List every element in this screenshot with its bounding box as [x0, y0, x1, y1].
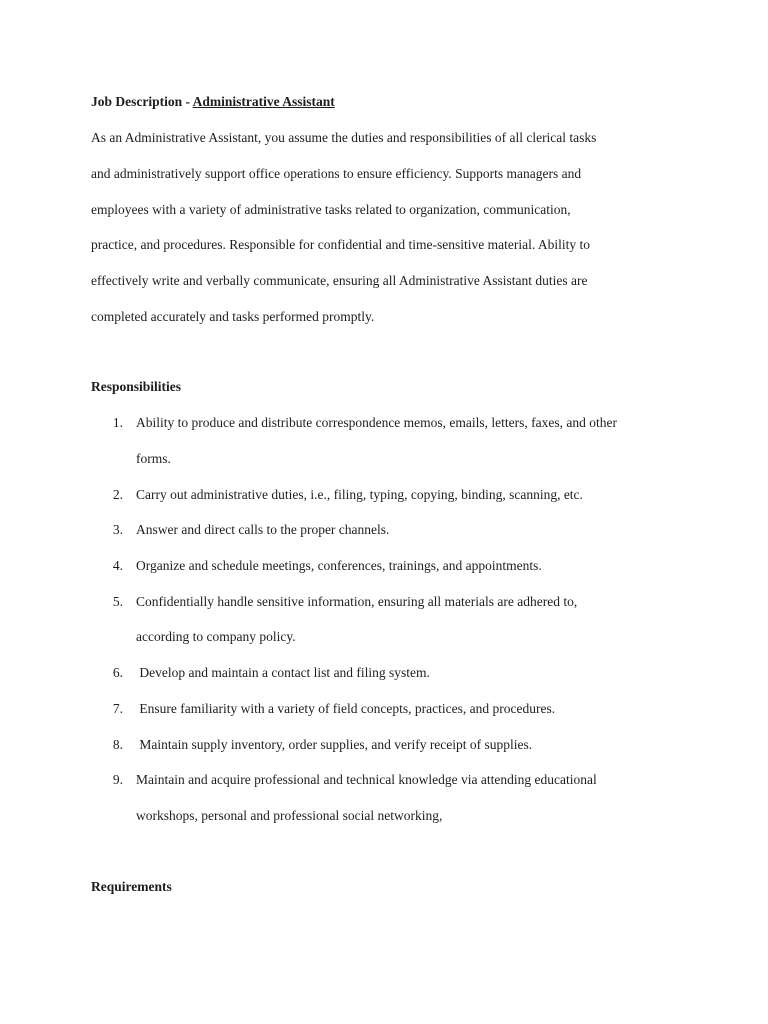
list-number: 5. [112, 594, 123, 609]
list-number: 3. [112, 522, 123, 537]
intro-line: practice, and procedures. Responsible for confidential and time-sensitive material. Ability to [91, 237, 590, 252]
list-item-continuation: workshops, personal and professional social networking, [136, 808, 443, 823]
list-number: 7. [112, 701, 123, 716]
list-item: Answer and direct calls to the proper channels. [136, 522, 390, 537]
intro-line: employees with a variety of administrative tasks related to organization, communication, [91, 202, 571, 217]
list-item: Carry out administrative duties, i.e., filing, typing, copying, binding, scanning, etc. [136, 487, 583, 502]
list-item: Organize and schedule meetings, conferences, trainings, and appointments. [136, 558, 542, 573]
list-item-continuation: forms. [136, 451, 171, 466]
intro-line: As an Administrative Assistant, you assume the duties and responsibilities of all clerical tasks [91, 130, 597, 145]
list-item: Ensure familiarity with a variety of field concepts, practices, and procedures. [136, 701, 556, 716]
title-role: Administrative Assistant [192, 94, 335, 109]
list-item: Maintain supply inventory, order supplies, and verify receipt of supplies. [136, 737, 533, 752]
list-item: Maintain and acquire professional and technical knowledge via attending educational [136, 772, 597, 787]
intro-line: completed accurately and tasks performed promptly. [91, 309, 375, 324]
list-item-continuation: according to company policy. [136, 629, 296, 644]
page-title [91, 94, 335, 110]
list-number: 4. [112, 558, 123, 573]
list-number: 2. [112, 487, 123, 502]
list-item: Confidentially handle sensitive information, ensuring all materials are adhered to, [136, 594, 578, 609]
title-prefix: Job Description - [91, 94, 193, 109]
list-item: Ability to produce and distribute correspondence memos, emails, letters, faxes, and other [136, 415, 617, 430]
list-number: 6. [112, 665, 123, 680]
list-number: 1. [112, 415, 123, 430]
intro-line: effectively write and verbally communicate, ensuring all Administrative Assistant duties are [91, 273, 588, 288]
list-number: 8. [112, 737, 123, 752]
list-item: Develop and maintain a contact list and filing system. [136, 665, 430, 680]
responsibilities-heading: Responsibilities [91, 379, 182, 394]
requirements-heading: Requirements [91, 879, 172, 894]
intro-line: and administratively support office operations to ensure efficiency. Supports managers and [91, 166, 582, 181]
list-number: 9. [112, 772, 123, 787]
